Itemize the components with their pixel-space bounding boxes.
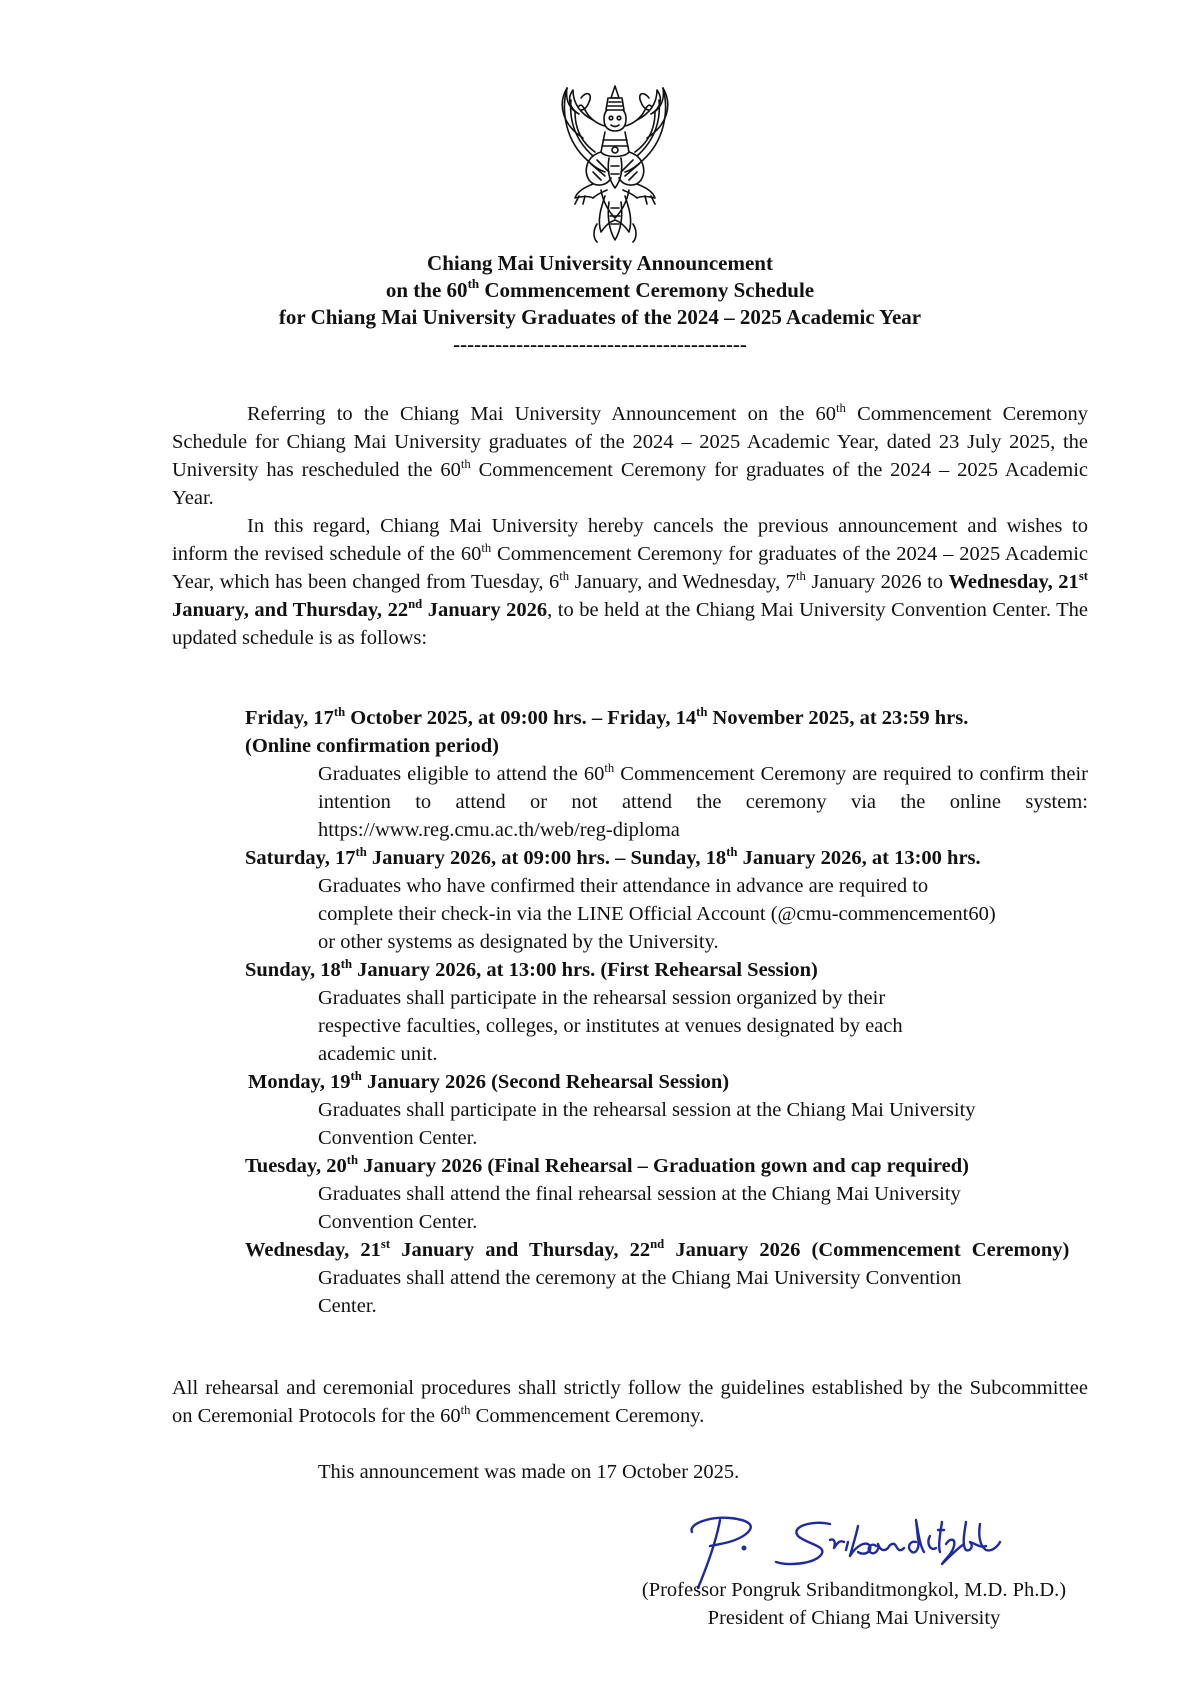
schedule-item-description (318, 760, 1088, 844)
text: October 2025, at 09:00 hrs. – Friday, 14 (345, 707, 697, 729)
schedule-list (245, 704, 1088, 1320)
ordinal-suffix: th (355, 844, 367, 859)
title-line-2-text: Commencement Ceremony Schedule (479, 278, 815, 302)
text: Commencement Ceremony for graduates of the 2024 – 2025 Academic Year. (172, 459, 1089, 509)
schedule-item-date (245, 1152, 1088, 1180)
ordinal-suffix: th (350, 1068, 362, 1083)
announcement-date: This announcement was made on 17 October 2025. (318, 1461, 740, 1483)
description-line: academic unit. (318, 1043, 438, 1065)
signer-name: (Professor Pongruk Sribanditmongkol, M.D. Ph.D.) (641, 1579, 1067, 1601)
schedule-item-description (318, 984, 1088, 1068)
text: Sunday, 18 (245, 959, 341, 981)
ordinal-suffix: nd (650, 1236, 665, 1251)
schedule-item-description (318, 1264, 1088, 1320)
ordinal-suffix: nd (408, 596, 423, 611)
text: In this regard, Chiang Mai University hereby cancels the previous announcement and wishes to inform the revised schedule of the 60 (172, 515, 1088, 565)
paragraph-regard (172, 512, 1088, 652)
text: January 2026 (Second Rehearsal Session) (361, 1071, 730, 1093)
text: Commencement Ceremony are required to confirm their intention to attend or not attend the ceremony via the online system: https://www.reg.cmu.ac.th/web/reg-diploma (318, 763, 1088, 841)
ordinal-suffix: th (726, 844, 738, 859)
text: Graduates eligible to attend the 60 (318, 763, 605, 785)
description-line: Center. (318, 1295, 377, 1317)
announcement-title (150, 250, 1050, 358)
schedule-item-date (245, 1236, 1088, 1264)
text: January 2026 (422, 599, 548, 621)
description-line: Graduates shall attend the ceremony at the Chiang Mai University Convention (318, 1267, 962, 1289)
text: Wednesday, 21 (948, 571, 1079, 593)
title-line-3: for Chiang Mai University Graduates of the 2024 – 2025 Academic Year (278, 305, 922, 329)
title-line-2 (150, 277, 1050, 304)
text: Wednesday, 21 (245, 1239, 381, 1261)
text: Referring to the Chiang Mai University Announcement on the 60 (247, 403, 837, 425)
ordinal-suffix: th (696, 704, 708, 719)
schedule-item (245, 956, 1088, 1068)
text: January and Thursday, 22 (390, 1239, 651, 1261)
schedule-item-date (245, 956, 1088, 984)
description-line: Graduates who have confirmed their attendance in advance are required to (318, 875, 929, 897)
description-line: Convention Center. (318, 1127, 478, 1149)
ordinal-suffix: th (481, 540, 492, 555)
ordinal-suffix: st (1078, 568, 1088, 583)
title-line-2-text: on the 60 (385, 278, 468, 302)
title-line-1: Chiang Mai University Announcement (427, 251, 773, 275)
ordinal-suffix: th (346, 1152, 359, 1167)
text: November 2025, at 23:59 hrs. (707, 707, 969, 729)
signer-block (574, 1576, 1134, 1632)
schedule-item (245, 1068, 1088, 1152)
announcement-body (172, 400, 1088, 652)
text: Tuesday, 20 (245, 1155, 347, 1177)
description-line: or other systems as designated by the University. (318, 931, 719, 953)
description-line: Convention Center. (318, 1211, 478, 1233)
ordinal-suffix: th (460, 456, 471, 471)
text: , to be held at the Chiang Mai University Convention Center. The updated schedule is as follows: (172, 599, 1088, 649)
schedule-item (245, 704, 1088, 844)
text: January 2026 to (805, 571, 949, 593)
schedule-item (245, 1152, 1088, 1236)
text: Monday, 19 (248, 1071, 351, 1093)
signer-position: President of Chiang Mai University (707, 1607, 1001, 1629)
ordinal-suffix: th (467, 276, 480, 292)
text: January 2026, at 13:00 hrs. (First Rehearsal Session) (352, 959, 818, 981)
text: January 2026 (Final Rehearsal – Graduation gown and cap required) (358, 1155, 969, 1177)
ordinal-suffix: th (836, 400, 846, 415)
closing-paragraph (172, 1374, 1088, 1430)
text: Commencement Ceremony Schedule for Chiang Mai University graduates of the 2024 – 2025 Academic Year, dated 23 July 2025, the University has rescheduled the 60 (172, 403, 1088, 481)
schedule-item-date (245, 1068, 1088, 1096)
schedule-item-description (318, 872, 1088, 956)
schedule-item (245, 1236, 1088, 1320)
garuda-emblem-icon (553, 80, 677, 250)
schedule-item-date (245, 704, 1088, 732)
text: Friday, 17 (245, 707, 334, 729)
text: January, and Wednesday, 7 (569, 571, 796, 593)
title-rule: ------------------------------------------ (453, 332, 747, 356)
ordinal-suffix: th (604, 760, 615, 775)
schedule-item-date (245, 844, 1088, 872)
description-line: respective faculties, colleges, or institutes at venues designated by each (318, 1015, 903, 1037)
ordinal-suffix: st (380, 1236, 391, 1251)
description-line: Graduates shall participate in the rehearsal session organized by their (318, 987, 886, 1009)
ordinal-suffix: th (795, 568, 806, 583)
ordinal-suffix: th (559, 568, 570, 583)
schedule-item-description (318, 1096, 1088, 1152)
text: Saturday, 17 (245, 847, 356, 869)
schedule-item-label: (Online confirmation period) (245, 735, 499, 757)
paragraph-referring (172, 400, 1088, 512)
ordinal-suffix: th (340, 956, 353, 971)
description-line: Graduates shall attend the final rehearsal session at the Chiang Mai University (318, 1183, 961, 1205)
text: All rehearsal and ceremonial procedures shall strictly follow the guidelines established by the Subcommittee on Ceremonial Protocols for the 60 (172, 1377, 1088, 1427)
description-line: complete their check-in via the LINE Official Account (@cmu-commencement60) (318, 903, 996, 925)
text: January 2026, at 09:00 hrs. – Sunday, 18 (366, 847, 727, 869)
text: Commencement Ceremony. (470, 1405, 705, 1427)
text: Commencement Ceremony for graduates of the 2024 – 2025 Academic Year, which has been changed from Tuesday, 6 (172, 543, 1088, 593)
text: January, and Thursday, 22 (172, 599, 409, 621)
text: January 2026, at 13:00 hrs. (737, 847, 981, 869)
schedule-item-description (318, 1180, 1088, 1236)
ordinal-suffix: th (460, 1402, 471, 1417)
description-line: Graduates shall participate in the rehearsal session at the Chiang Mai University (318, 1099, 976, 1121)
text: January 2026 (Commencement Ceremony) (664, 1239, 1070, 1261)
schedule-item (245, 844, 1088, 956)
ordinal-suffix: th (333, 704, 346, 719)
